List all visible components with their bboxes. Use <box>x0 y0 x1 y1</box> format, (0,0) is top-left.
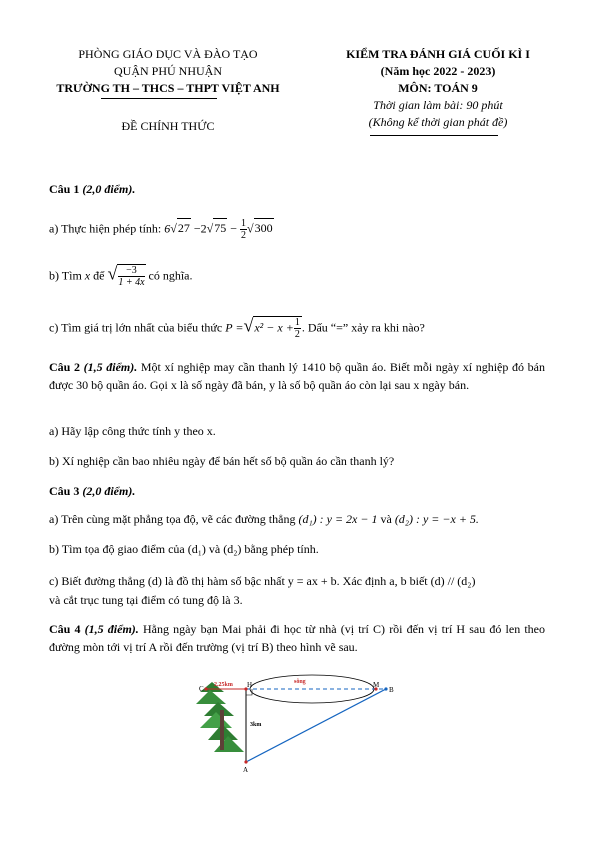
q1-a-r3: 300 <box>254 218 274 237</box>
q3-part-c-line2: và cắt trục tung tại điểm có tung độ là 3. <box>49 593 243 607</box>
q1-a-num: 1 <box>241 218 247 229</box>
header-subject: MÔN: TOÁN 9 <box>398 81 478 95</box>
q3-part-a <box>49 510 479 528</box>
q1-a-text: a) Thực hiện phép tính: <box>49 221 162 236</box>
header-dept: PHÒNG GIÁO DỤC VÀ ĐÀO TẠO <box>78 47 258 61</box>
q1-b-den: 1 + 4x <box>118 277 145 288</box>
q1-b-num: −3 <box>118 265 144 277</box>
label-a: A <box>243 766 249 774</box>
q1-a-op1: −2 <box>193 221 207 236</box>
q1-b-fraction <box>118 265 144 288</box>
header-district: QUẬN PHÚ NHUẬN <box>114 64 222 78</box>
q3-part-c-line1: c) Biết đường thẳng (d) là đồ thị hàm số bậc nhất y = ax + b. Xác định a, b biết (d) // (d₂) <box>49 574 476 588</box>
header-official: ĐỀ CHÍNH THỨC <box>121 119 215 133</box>
q1-c-radicand: x² − x + <box>254 320 294 335</box>
q4-points: (1,5 điểm). <box>84 622 139 636</box>
point-c <box>204 687 207 690</box>
label-m: M <box>373 681 380 689</box>
q1-c-num: 1 <box>294 317 300 328</box>
header-school-year: (Năm học 2022 - 2023) <box>380 64 496 78</box>
q2-title: Câu 2 <box>49 360 80 374</box>
q3-title: Câu 3 <box>49 484 80 498</box>
label-dist-ch: 2,25km <box>214 682 233 688</box>
q1-b-mid: để <box>93 268 105 283</box>
q1-part-b: b) Tìm x để √ $\frac{-3}{1 + 4x}$ có nghĩa. <box>49 263 193 288</box>
q1-part-a: a) Thực hiện phép tính: 6√27 −2√75 − $\frac{1}{2}$ √300 <box>49 218 273 241</box>
q1-b-var: x <box>84 268 91 283</box>
q2-body: Một xí nghiệp may cần thanh lý 1410 bộ quần áo. Biết mỗi ngày xí nghiệp đó bán được 30 bộ quần áo. Gọi x là số ngày đã bán, y là số bộ quần áo còn lại sau x ngày bán. <box>49 360 545 392</box>
q1-part-c: c) Tìm giá trị lớn nhất của biểu thức P =√x² − x + $\frac{1}{2}$ . Dấu “=” xảy ra khi nào? <box>49 315 425 340</box>
point-b <box>384 687 387 690</box>
q1-a-c1: 6 <box>164 221 171 236</box>
header-school: TRƯỜNG TH – THCS – THPT VIỆT ANH <box>56 81 280 95</box>
q2-points: (1,5 điểm). <box>83 360 138 374</box>
q3-a-and: và <box>380 512 392 526</box>
q1-c-post: . Dấu “=” xảy ra khi nào? <box>301 320 425 335</box>
header-note-underline <box>370 135 498 136</box>
label-dist-ha: 3km <box>250 722 262 728</box>
q1-c-lhs: P = <box>225 320 244 335</box>
q3-a-d2: (d₂) : y = −x + 5. <box>394 512 479 526</box>
q3-a-pre: a) Trên cùng mặt phẳng tọa độ, vẽ các đường thẳng <box>49 512 296 526</box>
label-c: C <box>199 685 204 693</box>
q1-a-den: 2 <box>241 230 247 241</box>
header-exam-title: KIỂM TRA ĐÁNH GIÁ CUỐI KÌ I <box>346 47 530 61</box>
q1-a-r1: 27 <box>177 218 191 237</box>
q2-part-b: b) Xí nghiệp cần bao nhiêu ngày để bán hết số bộ quần áo cần thanh lý? <box>49 454 395 468</box>
q3-heading <box>49 482 135 500</box>
q2-intro <box>49 358 545 394</box>
label-b: B <box>389 686 394 694</box>
q3-points: (2,0 điểm). <box>82 484 136 498</box>
q1-b-pre: b) Tìm <box>49 268 82 283</box>
q1-heading <box>49 180 135 198</box>
q1-c-fraction <box>294 317 301 340</box>
segment-ab <box>246 689 386 762</box>
q1-a-op2: − <box>230 221 238 236</box>
q1-c-den: 2 <box>294 329 300 340</box>
label-river: sông <box>294 679 306 685</box>
q4-figure <box>190 670 410 780</box>
q1-points: (2,0 điểm). <box>82 182 136 196</box>
q1-a-fraction <box>240 218 247 241</box>
q4-title: Câu 4 <box>49 622 81 636</box>
label-h: H <box>247 681 253 689</box>
q1-b-post: có nghĩa. <box>148 268 193 283</box>
q3-part-b: b) Tìm tọa độ giao điểm của (d₁) và (d₂) bằng phép tính. <box>49 542 319 556</box>
header-note: (Không kể thời gian phát đề) <box>368 115 508 129</box>
q4-body: Hằng ngày bạn Mai phải đi học từ nhà (vị trí C) rồi đến vị trí H sau đó len theo đường mòn tới vị trí A rồi đến trường (vị trí B) theo hình vẽ sau. <box>49 622 546 654</box>
q4-intro <box>49 620 545 656</box>
q3-a-d1: (d₁) : y = 2x − 1 <box>298 512 378 526</box>
point-a <box>244 760 247 763</box>
header-duration: Thời gian làm bài: 90 phút <box>373 98 503 112</box>
q2-part-a: a) Hãy lập công thức tính y theo x. <box>49 424 216 438</box>
header-school-underline <box>101 98 217 99</box>
q1-title: Câu 1 <box>49 182 80 196</box>
q1-c-pre: c) Tìm giá trị lớn nhất của biểu thức <box>49 320 223 335</box>
q1-a-r2: 75 <box>213 218 227 237</box>
